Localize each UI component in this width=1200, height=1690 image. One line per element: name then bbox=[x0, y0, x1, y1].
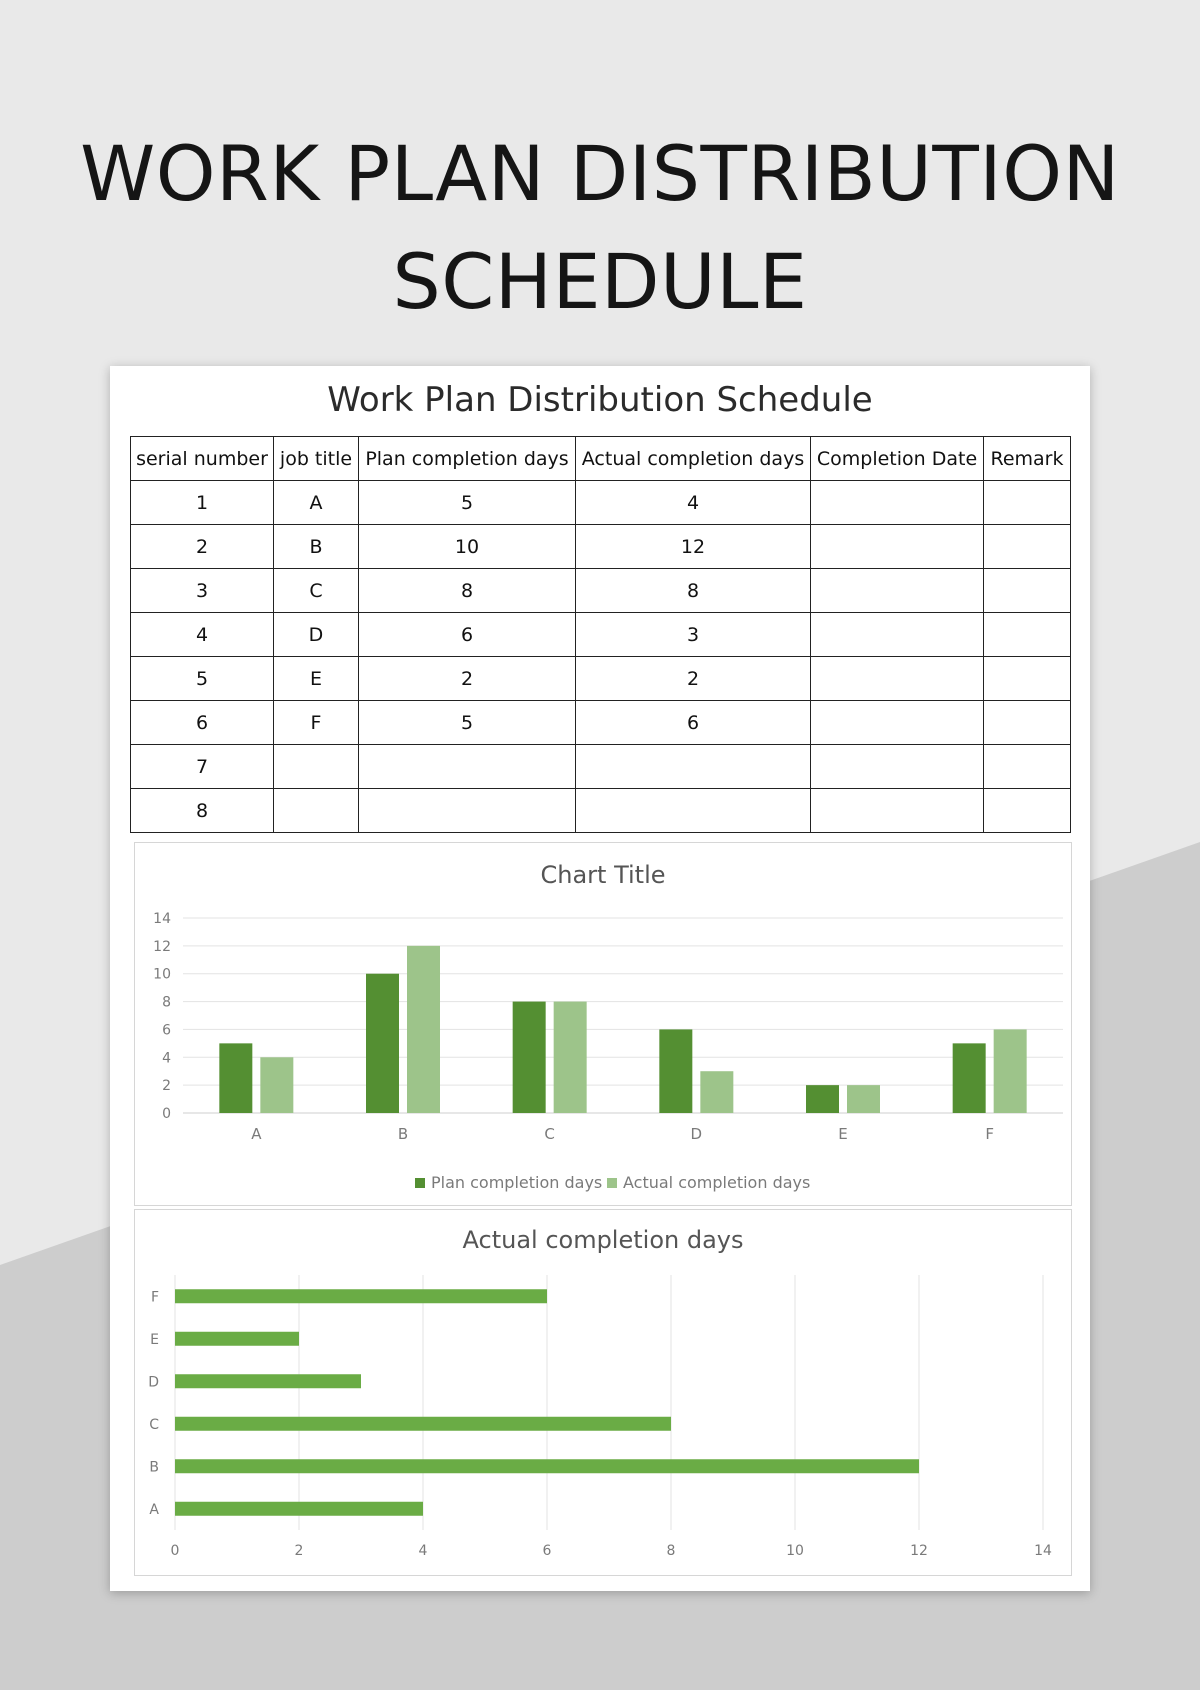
y-tick-label: 12 bbox=[153, 938, 171, 955]
cell-remark[interactable] bbox=[984, 701, 1071, 745]
cell-serial-number[interactable]: 2 bbox=[131, 525, 274, 569]
cell-remark[interactable] bbox=[984, 789, 1071, 833]
y-tick-label: 8 bbox=[162, 994, 171, 1011]
cell-completion-date[interactable] bbox=[811, 613, 984, 657]
table-row bbox=[131, 789, 1071, 833]
column-chart-panel bbox=[134, 842, 1072, 1206]
legend-swatch-actual bbox=[607, 1178, 617, 1188]
x-tick-label: D bbox=[690, 1125, 703, 1143]
cell-completion-date[interactable] bbox=[811, 701, 984, 745]
table-row bbox=[131, 613, 1071, 657]
bar-actual bbox=[700, 1071, 733, 1113]
chart-title: Actual completion days bbox=[462, 1226, 744, 1254]
cell-completion-date[interactable] bbox=[811, 525, 984, 569]
table-body bbox=[131, 481, 1071, 833]
cell-plan-days[interactable]: 5 bbox=[359, 701, 576, 745]
column-chart bbox=[135, 843, 1071, 1205]
cell-remark[interactable] bbox=[984, 525, 1071, 569]
col-header-job-title: job title bbox=[274, 437, 359, 481]
y-tick-label: 2 bbox=[162, 1078, 171, 1095]
x-tick-label: 14 bbox=[1034, 1543, 1052, 1559]
cell-remark[interactable] bbox=[984, 613, 1071, 657]
col-header-serial-number: serial number bbox=[131, 437, 274, 481]
cell-job-title[interactable] bbox=[274, 745, 359, 789]
cell-job-title[interactable]: B bbox=[274, 525, 359, 569]
cell-job-title[interactable]: C bbox=[274, 569, 359, 613]
y-tick-label: D bbox=[148, 1374, 159, 1391]
bar-actual bbox=[175, 1374, 361, 1388]
cell-serial-number[interactable]: 7 bbox=[131, 745, 274, 789]
cell-actual-days[interactable]: 8 bbox=[576, 569, 811, 613]
col-header-plan-days: Plan completion days bbox=[359, 437, 576, 481]
bar-actual bbox=[175, 1502, 423, 1516]
page-heading bbox=[0, 120, 1200, 336]
cell-serial-number[interactable]: 8 bbox=[131, 789, 274, 833]
cell-serial-number[interactable]: 6 bbox=[131, 701, 274, 745]
cell-actual-days[interactable]: 12 bbox=[576, 525, 811, 569]
y-tick-label: 14 bbox=[153, 911, 171, 927]
bar-actual bbox=[175, 1332, 299, 1346]
cell-plan-days[interactable] bbox=[359, 745, 576, 789]
cell-completion-date[interactable] bbox=[811, 789, 984, 833]
table-row bbox=[131, 569, 1071, 613]
cell-plan-days[interactable]: 8 bbox=[359, 569, 576, 613]
col-header-completion-date: Completion Date bbox=[811, 437, 984, 481]
x-tick-label: 12 bbox=[910, 1543, 928, 1559]
bar-plan bbox=[366, 974, 399, 1113]
x-tick-label: C bbox=[544, 1125, 555, 1143]
x-tick-label: 8 bbox=[666, 1543, 676, 1559]
bar-plan bbox=[513, 1002, 546, 1113]
y-tick-label: 0 bbox=[162, 1106, 171, 1122]
cell-job-title[interactable]: E bbox=[274, 657, 359, 701]
cell-actual-days[interactable] bbox=[576, 745, 811, 789]
x-tick-label: A bbox=[251, 1125, 262, 1143]
x-tick-label: 10 bbox=[786, 1543, 804, 1559]
cell-actual-days[interactable]: 6 bbox=[576, 701, 811, 745]
bar-chart-panel bbox=[134, 1209, 1072, 1576]
col-header-remark: Remark bbox=[984, 437, 1071, 481]
legend-label-actual: Actual completion days bbox=[623, 1173, 811, 1192]
cell-job-title[interactable]: F bbox=[274, 701, 359, 745]
table-row bbox=[131, 701, 1071, 745]
table-row bbox=[131, 657, 1071, 701]
bar-actual bbox=[407, 946, 440, 1113]
bar-actual bbox=[994, 1029, 1027, 1113]
chart-title: Chart Title bbox=[540, 861, 666, 889]
table-row bbox=[131, 525, 1071, 569]
cell-plan-days[interactable]: 6 bbox=[359, 613, 576, 657]
cell-plan-days[interactable]: 10 bbox=[359, 525, 576, 569]
y-tick-label: C bbox=[149, 1416, 159, 1433]
cell-plan-days[interactable] bbox=[359, 789, 576, 833]
x-tick-label: B bbox=[397, 1125, 409, 1143]
y-tick-label: 10 bbox=[153, 966, 171, 983]
cell-completion-date[interactable] bbox=[811, 745, 984, 789]
page-heading-line2: SCHEDULE bbox=[392, 237, 808, 326]
x-tick-label: 4 bbox=[418, 1543, 428, 1559]
table-header-row bbox=[131, 437, 1071, 481]
bar-actual bbox=[847, 1085, 880, 1113]
cell-completion-date[interactable] bbox=[811, 569, 984, 613]
bar-actual bbox=[260, 1057, 293, 1113]
x-tick-label: 0 bbox=[170, 1543, 180, 1559]
cell-job-title[interactable]: D bbox=[274, 613, 359, 657]
y-tick-label: A bbox=[149, 1501, 159, 1518]
cell-actual-days[interactable]: 2 bbox=[576, 657, 811, 701]
cell-remark[interactable] bbox=[984, 481, 1071, 525]
y-tick-label: 4 bbox=[162, 1050, 171, 1067]
cell-job-title[interactable]: A bbox=[274, 481, 359, 525]
y-tick-label: 6 bbox=[162, 1022, 171, 1039]
spreadsheet-sheet bbox=[110, 366, 1090, 1591]
bar-actual bbox=[175, 1459, 919, 1473]
y-tick-label: E bbox=[150, 1331, 159, 1348]
bar-plan bbox=[219, 1043, 252, 1113]
table-row bbox=[131, 481, 1071, 525]
sheet-title: Work Plan Distribution Schedule bbox=[327, 380, 873, 420]
cell-job-title[interactable] bbox=[274, 789, 359, 833]
y-tick-label: F bbox=[150, 1289, 159, 1306]
cell-actual-days[interactable]: 4 bbox=[576, 481, 811, 525]
cell-serial-number[interactable]: 1 bbox=[131, 481, 274, 525]
bar-plan bbox=[953, 1043, 986, 1113]
y-tick-label: B bbox=[149, 1459, 159, 1476]
x-tick-label: F bbox=[985, 1125, 994, 1143]
x-tick-label: 6 bbox=[542, 1543, 552, 1559]
bar-plan bbox=[806, 1085, 839, 1113]
cell-serial-number[interactable]: 5 bbox=[131, 657, 274, 701]
bar-actual bbox=[554, 1002, 587, 1113]
legend-label-plan: Plan completion days bbox=[431, 1173, 603, 1192]
bar-plan bbox=[659, 1029, 692, 1113]
table-row bbox=[131, 745, 1071, 789]
horizontal-bar-chart bbox=[135, 1210, 1071, 1575]
cell-remark[interactable] bbox=[984, 745, 1071, 789]
work-plan-table bbox=[130, 436, 1071, 833]
cell-remark[interactable] bbox=[984, 569, 1071, 613]
cell-actual-days[interactable]: 3 bbox=[576, 613, 811, 657]
cell-plan-days[interactable]: 5 bbox=[359, 481, 576, 525]
cell-remark[interactable] bbox=[984, 657, 1071, 701]
cell-completion-date[interactable] bbox=[811, 657, 984, 701]
cell-completion-date[interactable] bbox=[811, 481, 984, 525]
cell-serial-number[interactable]: 3 bbox=[131, 569, 274, 613]
cell-serial-number[interactable]: 4 bbox=[131, 613, 274, 657]
page-heading-line1: WORK PLAN DISTRIBUTION bbox=[80, 129, 1120, 218]
x-tick-label: E bbox=[838, 1125, 848, 1143]
bar-actual bbox=[175, 1417, 671, 1431]
col-header-actual-days: Actual completion days bbox=[576, 437, 811, 481]
x-tick-label: 2 bbox=[294, 1543, 304, 1559]
cell-actual-days[interactable] bbox=[576, 789, 811, 833]
legend-swatch-plan bbox=[415, 1178, 425, 1188]
cell-plan-days[interactable]: 2 bbox=[359, 657, 576, 701]
bar-actual bbox=[175, 1289, 547, 1303]
